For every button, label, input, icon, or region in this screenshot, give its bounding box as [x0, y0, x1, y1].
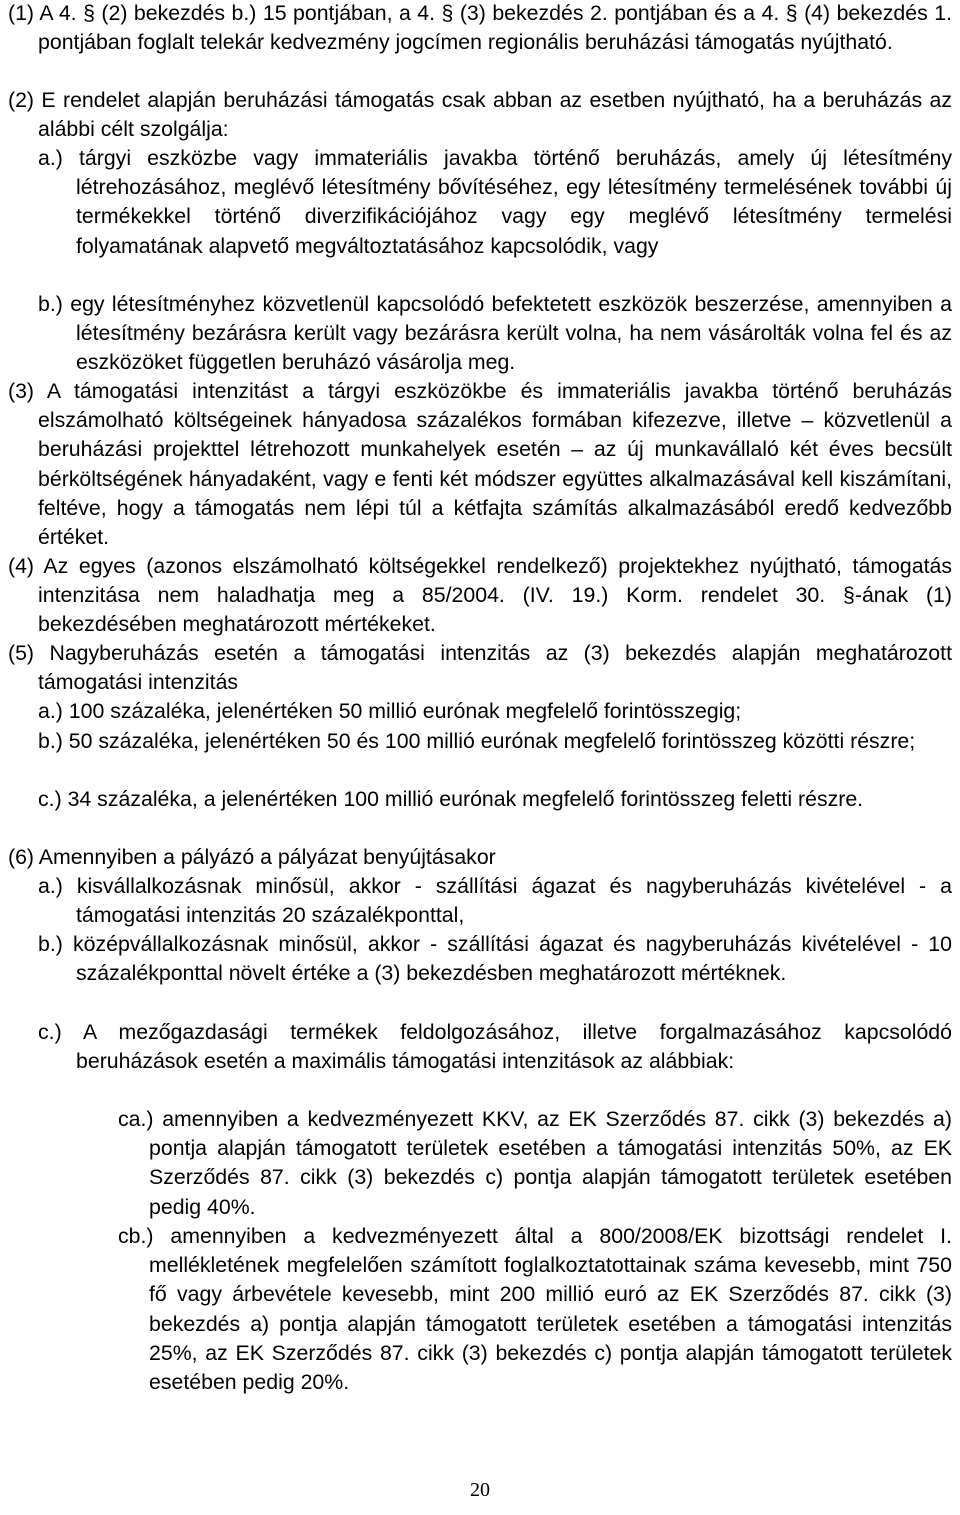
paragraph-5-intro: (5) Nagyberuházás esetén a támogatási intenzitás az (3) bekezdés alapján meghatározott támogatási intenzitás [8, 641, 952, 695]
paragraph-5-item-b: b.) 50 százaléka, jelenértéken 50 és 100 millió eurónak megfelelő forintösszeg közötti részre; [38, 729, 916, 753]
paragraph-4: (4) Az egyes (azonos elszámolható költségekkel rendelkező) projektekhez nyújtható, támogatás intenzitása nem haladhatja meg a 85/2004. (IV. 19.) Korm. rendelet 30. §-ának (1) bekezdésében meghatározott mértékeket. [8, 554, 952, 637]
paragraph-6-intro: (6) Amennyiben a pályázó a pályázat benyújtásakor [8, 845, 496, 869]
paragraph-2-intro: (2) E rendelet alapján beruházási támogatás csak abban az esetben nyújtható, ha a beruházás az alábbi célt szolgálja: [8, 88, 952, 142]
paragraph-2-item-b: b.) egy létesítményhez közvetlenül kapcsolódó befektetett eszközök beszerzése, amennyiben a létesítmény bezárásra került vagy bezárásra került volna, ha nem vásárolták volna fel és az eszközöket független beruházó vásárolja meg. [38, 292, 952, 375]
paragraph-2-item-a: a.) tárgyi eszközbe vagy immateriális javakba történő beruházás, amely új létesítmény létrehozásához, meglévő létesítmény bővítéséhez, egy létesítmény termelésének további új termékekkel történő diverzifikációjához vagy egy meglévő létesítmény termelési folyamatának alapvető megváltoztatásához kapcsolódik, vagy [38, 146, 952, 258]
page-number: 20 [470, 1479, 490, 1501]
paragraph-5-item-c: c.) 34 százaléka, a jelenértéken 100 millió eurónak megfelelő forintösszeg feletti részre. [38, 787, 864, 811]
paragraph-1: (1) A 4. § (2) bekezdés b.) 15 pontjában, a 4. § (3) bekezdés 2. pontjában és a 4. § (4) bekezdés 1. pontjában foglalt telekár kedvezmény jogcímen regionális beruházási támogatás nyújtható. [8, 1, 952, 55]
paragraph-6-item-a: a.) kisvállalkozásnak minősül, akkor - szállítási ágazat és nagyberuházás kivételével - a támogatási intenzitás 20 százalékponttal, [38, 874, 952, 928]
paragraph-5-item-a: a.) 100 százaléka, jelenértéken 50 millió eurónak megfelelő forintösszegig; [38, 699, 742, 723]
paragraph-6-item-ca: ca.) amennyiben a kedvezményezett KKV, az EK Szerződés 87. cikk (3) bekezdés a) pontja alapján támogatott területek esetében a támogatási intenzitás 50%, az EK Szerződés 87. cikk (3) bekezdés c) pontja alapján támogatott területek esetében pedig 40%. [118, 1107, 952, 1219]
paragraph-6-item-cb: cb.) amennyiben a kedvezményezett által a 800/2008/EK bizottsági rendelet I. mellékletének megfelelően számított foglalkoztatottainak száma kevesebb, mint 750 fő vagy árbevétele kevesebb, mint 200 millió euró az EK Szerződés 87. cikk (3) bekezdés a) pontja alapján támogatott területek esetében a támogatási intenzitás 25%, az EK Szerződés 87. cikk (3) bekezdés c) pontja alapján támogatott területek esetében pedig 20%. [118, 1224, 952, 1395]
paragraph-6-item-c: c.) A mezőgazdasági termékek feldolgozásához, illetve forgalmazásához kapcsolódó beruházások esetén a maximális támogatási intenzitások az alábbiak: [38, 1020, 952, 1074]
paragraph-3: (3) A támogatási intenzitást a tárgyi eszközökbe és immateriális javakba történő beruházás elszámolható költségeinek hányadosa százalékos formában kifezezve, illetve – közvetlenül a beruházási projekttel létrehozott munkahelyek esetén – az új munkavállaló két éves becsült bérköltségének hányadaként, vagy e fenti két módszer együttes alkalmazásával kell kiszámítani, feltéve, hogy a támogatás nem lépi túl a kétfajta számítás alkalmazásából eredő kedvezőbb értéket. [8, 379, 952, 550]
paragraph-6-item-b: b.) középvállalkozásnak minősül, akkor - szállítási ágazat és nagyberuházás kivételével - 10 százalékponttal növelt értéke a (3) bekezdésben meghatározott mértéknek. [38, 932, 952, 986]
